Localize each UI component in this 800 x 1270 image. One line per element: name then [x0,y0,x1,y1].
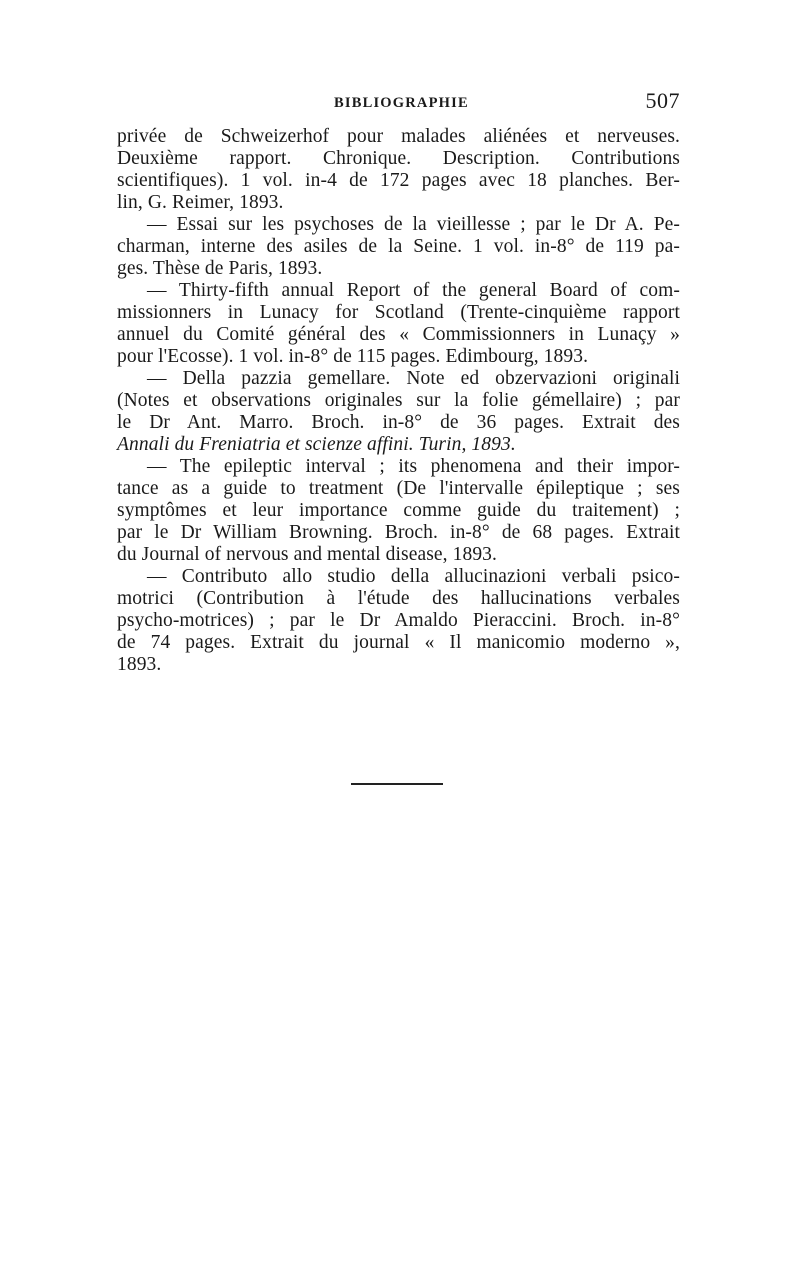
running-title: BIBLIOGRAPHIE [334,95,469,111]
section-separator-rule [351,783,443,785]
text-line: scientifiques). 1 vol. in-4 de 172 pages avec 18 planches. Ber- [117,170,680,191]
text-line: pour l'Ecosse). 1 vol. in-8° de 115 pages. Edimbourg, 1893. [117,346,589,367]
text-line: Annali du Freniatria et scienze affini. Turin, 1893. [117,434,516,455]
text-line: — Contributo allo studio della allucinazioni verbali psico- [147,566,680,587]
text-line: ges. Thèse de Paris, 1893. [117,258,323,279]
text-line: tance as a guide to treatment (De l'intervalle épileptique ; ses [117,478,680,499]
page-number: 507 [645,88,680,113]
text-line: symptômes et leur importance comme guide du traitement) ; [117,500,680,521]
running-head [120,90,680,120]
text-line: privée de Schweizerhof pour malades aliénées et nerveuses. [117,126,680,147]
text-line: par le Dr William Browning. Broch. in-8° de 68 pages. Extrait [117,522,680,543]
text-line: — Thirty-fifth annual Report of the general Board of com- [147,280,680,301]
text-line: motrici (Contribution à l'étude des hallucinations verbales [117,588,680,609]
text-line: annuel du Comité général des « Commissionners in Lunaçy » [117,324,680,345]
text-line: Deuxième rapport. Chronique. Description. Contributions [117,148,680,169]
text-line: (Notes et observations originales sur la folie gémellaire) ; par [117,390,680,411]
text-line: missionners in Lunacy for Scotland (Trente-cinquième rapport [117,302,680,323]
bibliography-text [117,126,680,676]
text-line: le Dr Ant. Marro. Broch. in-8° de 36 pages. Extrait des [117,412,680,433]
text-line: charman, interne des asiles de la Seine. 1 vol. in-8° de 119 pa- [117,236,680,257]
text-line: lin, G. Reimer, 1893. [117,192,284,213]
text-line: — The epileptic interval ; its phenomena and their impor- [147,456,680,477]
text-line: psycho-motrices) ; par le Dr Amaldo Pieraccini. Broch. in-8° [117,610,680,631]
text-line: — Essai sur les psychoses de la vieillesse ; par le Dr A. Pe- [147,214,680,235]
text-line: du Journal of nervous and mental disease, 1893. [117,544,497,565]
text-line: 1893. [117,654,162,675]
text-line: de 74 pages. Extrait du journal « Il manicomio moderno », [117,632,680,653]
text-line: — Della pazzia gemellare. Note ed obzervazioni originali [147,368,680,389]
